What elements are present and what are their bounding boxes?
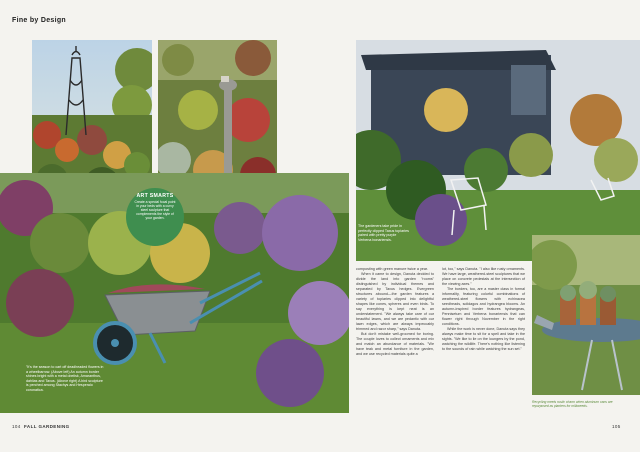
caption-wheelbarrow: "It's the season to cart off deadheaded flowers in a wheelbarrow. (Above left) An autumn border shines bright with a metal obelisk, Amaranthus, dahlias and Taxus. (Above right) A bird sculpture is perched among Stachys and Hesperalo coronatica. bbox=[26, 365, 104, 392]
body-paragraph: lot, too," says Danuta. "I also like rusty ornaments. We have large, weathered-steel sculptures that we place on concrete pedestals at the intersection of the viewing axes." bbox=[442, 267, 525, 286]
folio-left bbox=[12, 424, 70, 429]
art-smarts-title: ART SMARTS bbox=[136, 193, 174, 199]
folio-label: FALL GARDENING bbox=[24, 424, 70, 429]
art-smarts-badge bbox=[126, 188, 184, 246]
body-paragraph: The borders, too, are a master class in formal informality, featuring colorful combinations of weathered-steel flowers with echinacea seedheads, solidagos and hydrangea blooms. An autumn-inspired border features hydrangeas, Pennisetum and Verbena bonariensis that can flower right through November in the right conditions. bbox=[442, 287, 525, 326]
body-column-2 bbox=[442, 267, 525, 352]
body-column-1 bbox=[356, 267, 434, 357]
folio-right bbox=[612, 424, 621, 429]
section-title: Fine by Design bbox=[12, 17, 66, 24]
page-number-left: 104 bbox=[12, 424, 21, 429]
body-paragraph: When it came to design, Danuta decided to divide the land into garden "rooms" distinguished by individual themes and separated by Taxus hedges. Evergreen structures abound—the garden features a variety of topiaries clipped into delightful shapes like cones, spheres and even birds. To say everything is kept neat is an understatement. "We always take care of our beautiful lawns, and we are pedantic with our lawn edges, which are always impeccably trimmed and razor sharp," says Danuta. bbox=[356, 272, 434, 331]
caption-can-planters: Recycling meets rustic charm when aluminum cans are repurposed as planters for milkweeds. bbox=[532, 400, 613, 409]
body-paragraph: composting with green manure twice a year. bbox=[356, 267, 428, 271]
art-smarts-body: Create a special focal point in your beds with a curvy steel sculpture that complements the style of your garden. bbox=[134, 200, 176, 221]
page-number-right: 105 bbox=[612, 424, 621, 429]
photo-can-planters bbox=[532, 235, 640, 395]
caption-taxus: The gardeners take pride in perfectly clipped Taxus topiaries paired with pretty purple Verbena bonariensis. bbox=[358, 224, 409, 242]
body-paragraph: While the work is never done, Danuta says they always make time to sit for a spell and take in the sights. "We like to lie on the loungers by the pond, watching the wildlife. There's nothing like listening to the sounds of rain while watching the sun set." bbox=[442, 327, 525, 351]
body-paragraph: But don't mistake well-groomed for boring. The couple loves to collect ornaments and mix and match an abundance of materials. "We have teak and metal furniture in the garden, and we use recycled materials quite a bbox=[356, 332, 434, 356]
